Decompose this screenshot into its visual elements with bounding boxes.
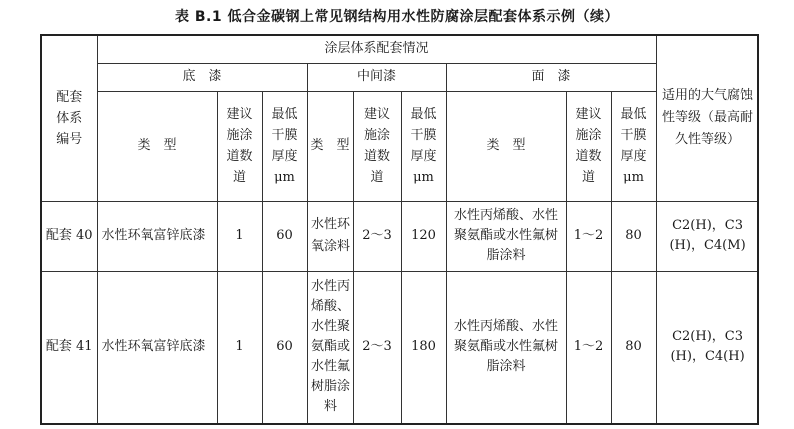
mid-coats-header: 建议施涂道数道 (353, 91, 401, 201)
applicable-header: 适用的大气腐蚀性等级（最高耐久性等级） (656, 35, 758, 201)
primer-thickness-header: 最低干膜厚度μm (262, 91, 307, 201)
intermediate-header: 中间漆 (307, 63, 446, 91)
mid-type-header: 类 型 (307, 91, 353, 201)
coating-system-table (40, 34, 759, 425)
header-row-3 (41, 91, 758, 201)
mid-thickness-cell: 180 (401, 271, 446, 424)
corrosivity-cell: C2(H)，C3(H)，C4(M) (656, 201, 758, 271)
system-no-header: 配套体系编号 (41, 35, 97, 201)
top-coats-cell: 1～2 (566, 271, 611, 424)
top-type-cell: 水性丙烯酸、水性聚氨酯或水性氟树脂涂料 (446, 201, 566, 271)
table-row (41, 271, 758, 424)
top-thickness-cell: 80 (611, 271, 656, 424)
primer-thickness-cell: 60 (262, 271, 307, 424)
table-row (41, 201, 758, 271)
table-caption: 表 B.1 低合金碳钢上常见钢结构用水性防腐涂层配套体系示例（续） (175, 9, 619, 25)
primer-header: 底 漆 (97, 63, 307, 91)
primer-thickness-cell: 60 (262, 201, 307, 271)
top-type-header: 类 型 (446, 91, 566, 201)
system-cell: 配套 41 (41, 271, 97, 424)
topcoat-header: 面 漆 (446, 63, 656, 91)
coating-config-header: 涂层体系配套情况 (97, 35, 656, 63)
mid-thickness-header: 最低干膜厚度μm (401, 91, 446, 201)
primer-coats-header: 建议施涂道数道 (217, 91, 262, 201)
primer-type-cell: 水性环氧富锌底漆 (97, 271, 217, 424)
primer-coats-cell: 1 (217, 201, 262, 271)
mid-thickness-cell: 120 (401, 201, 446, 271)
top-coats-cell: 1～2 (566, 201, 611, 271)
top-type-cell: 水性丙烯酸、水性聚氨酯或水性氟树脂涂料 (446, 271, 566, 424)
primer-type-header: 类 型 (97, 91, 217, 201)
header-row-2 (41, 63, 758, 91)
primer-coats-cell: 1 (217, 271, 262, 424)
system-cell: 配套 40 (41, 201, 97, 271)
mid-coats-cell: 2～3 (353, 201, 401, 271)
mid-type-cell: 水性环氧涂料 (307, 201, 353, 271)
mid-coats-cell: 2～3 (353, 271, 401, 424)
corrosivity-cell: C2(H)，C3(H)，C4(H) (656, 271, 758, 424)
mid-type-cell: 水性丙烯酸、水性聚氨酯或水性氟树脂涂料 (307, 271, 353, 424)
top-coats-header: 建议施涂道数道 (566, 91, 611, 201)
top-thickness-cell: 80 (611, 201, 656, 271)
header-row-1 (41, 35, 758, 63)
primer-type-cell: 水性环氧富锌底漆 (97, 201, 217, 271)
top-thickness-header: 最低干膜厚度μm (611, 91, 656, 201)
